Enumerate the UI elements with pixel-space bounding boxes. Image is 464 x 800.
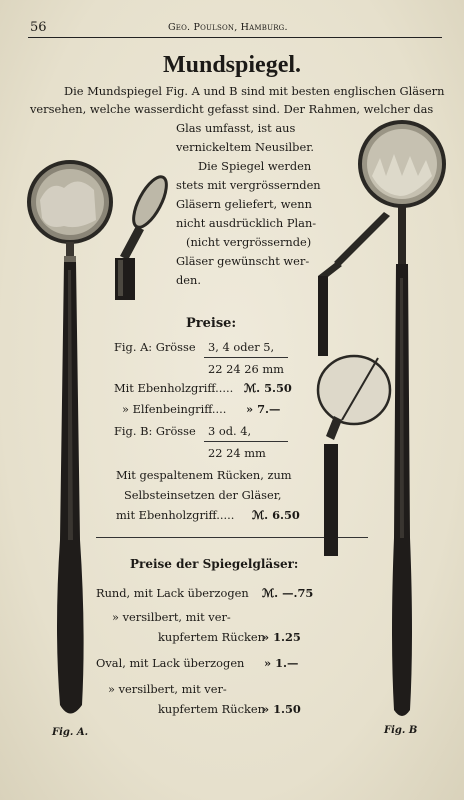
header-rule bbox=[28, 37, 442, 38]
caption-fig-b: Fig. B bbox=[384, 725, 418, 736]
elfenbein-label: » Elfenbeingriff.... bbox=[122, 402, 227, 416]
glass-row-2: » versilbert, mit ver- bbox=[112, 610, 231, 624]
fig-b-size-rule bbox=[204, 441, 288, 442]
fig-a-sizes: 3, 4 oder 5, bbox=[208, 340, 275, 354]
fig-a-mm: 22 24 26 mm bbox=[208, 362, 284, 376]
fig-a-size-rule bbox=[204, 357, 288, 358]
intro-line-8: nicht ausdrücklich Plan- bbox=[176, 216, 317, 230]
fig-b-mm: 22 24 mm bbox=[208, 446, 266, 460]
glass-row-4: Oval, mit Lack überzogen bbox=[96, 656, 245, 670]
intro-line-11: den. bbox=[176, 273, 201, 287]
angled-mirror-illustration bbox=[110, 172, 174, 304]
glass-row-6: kupfertem Rücken bbox=[158, 702, 265, 716]
intro-line-9: (nicht vergrössernde) bbox=[186, 235, 312, 249]
intro-line-10: Gläser gewünscht wer- bbox=[176, 254, 310, 268]
glass-prices-heading: Preise der Spiegelgläser: bbox=[130, 557, 299, 571]
oval-mirror-illustration bbox=[312, 350, 392, 560]
split-back-mirror-illustration bbox=[314, 210, 394, 360]
intro-line-6: stets mit vergrössernden bbox=[176, 178, 321, 192]
running-head: Geo. Poulson, Hamburg. bbox=[168, 22, 288, 33]
intro-line-2: versehen, welche wasserdicht gefasst sind. Der Rahmen, welcher das bbox=[30, 102, 434, 116]
glass-row-5: » versilbert, mit ver- bbox=[108, 682, 227, 696]
glass-row-3-price: » 1.25 bbox=[262, 630, 301, 644]
ebenholz-b-label: mit Ebenholzgriff..... bbox=[116, 508, 235, 522]
glass-row-4-price: » 1.— bbox=[264, 656, 299, 670]
gespalten-line-1: Mit gespaltenem Rücken, zum bbox=[116, 468, 292, 482]
fig-b-sizes: 3 od. 4, bbox=[208, 424, 252, 438]
page-number: 56 bbox=[30, 20, 47, 35]
intro-line-1: Die Mundspiegel Fig. A und B sind mit besten englischen Gläsern bbox=[64, 84, 445, 98]
gespalten-line-2: Selbsteinsetzen der Gläser, bbox=[124, 488, 282, 502]
ebenholz-a-label: Mit Ebenholzgriff..... bbox=[114, 381, 234, 395]
page-title: Mundspiegel. bbox=[162, 52, 302, 78]
caption-fig-a: Fig. A. bbox=[52, 727, 89, 738]
ebenholz-b-price: ℳ. 6.50 bbox=[252, 508, 300, 522]
mirror-fig-a-illustration bbox=[24, 160, 124, 725]
glass-row-1: Rund, mit Lack überzogen bbox=[96, 586, 249, 600]
glass-row-1-price: ℳ. —.75 bbox=[262, 586, 314, 600]
intro-line-7: Gläsern geliefert, wenn bbox=[176, 197, 312, 211]
fig-b-size-label: Fig. B: Grösse bbox=[114, 424, 196, 438]
intro-line-3: Glas umfasst, ist aus bbox=[176, 121, 296, 135]
prices-heading: Preise: bbox=[186, 316, 237, 331]
glass-row-6-price: » 1.50 bbox=[262, 702, 301, 716]
ebenholz-a-price: ℳ. 5.50 bbox=[244, 381, 292, 395]
glass-row-3: kupfertem Rücken bbox=[158, 630, 265, 644]
fig-a-size-label: Fig. A: Grösse bbox=[114, 340, 196, 354]
elfenbein-price: » 7.— bbox=[246, 402, 281, 416]
intro-line-5: Die Spiegel werden bbox=[198, 159, 312, 173]
intro-line-4: vernickeltem Neusilber. bbox=[176, 140, 315, 154]
